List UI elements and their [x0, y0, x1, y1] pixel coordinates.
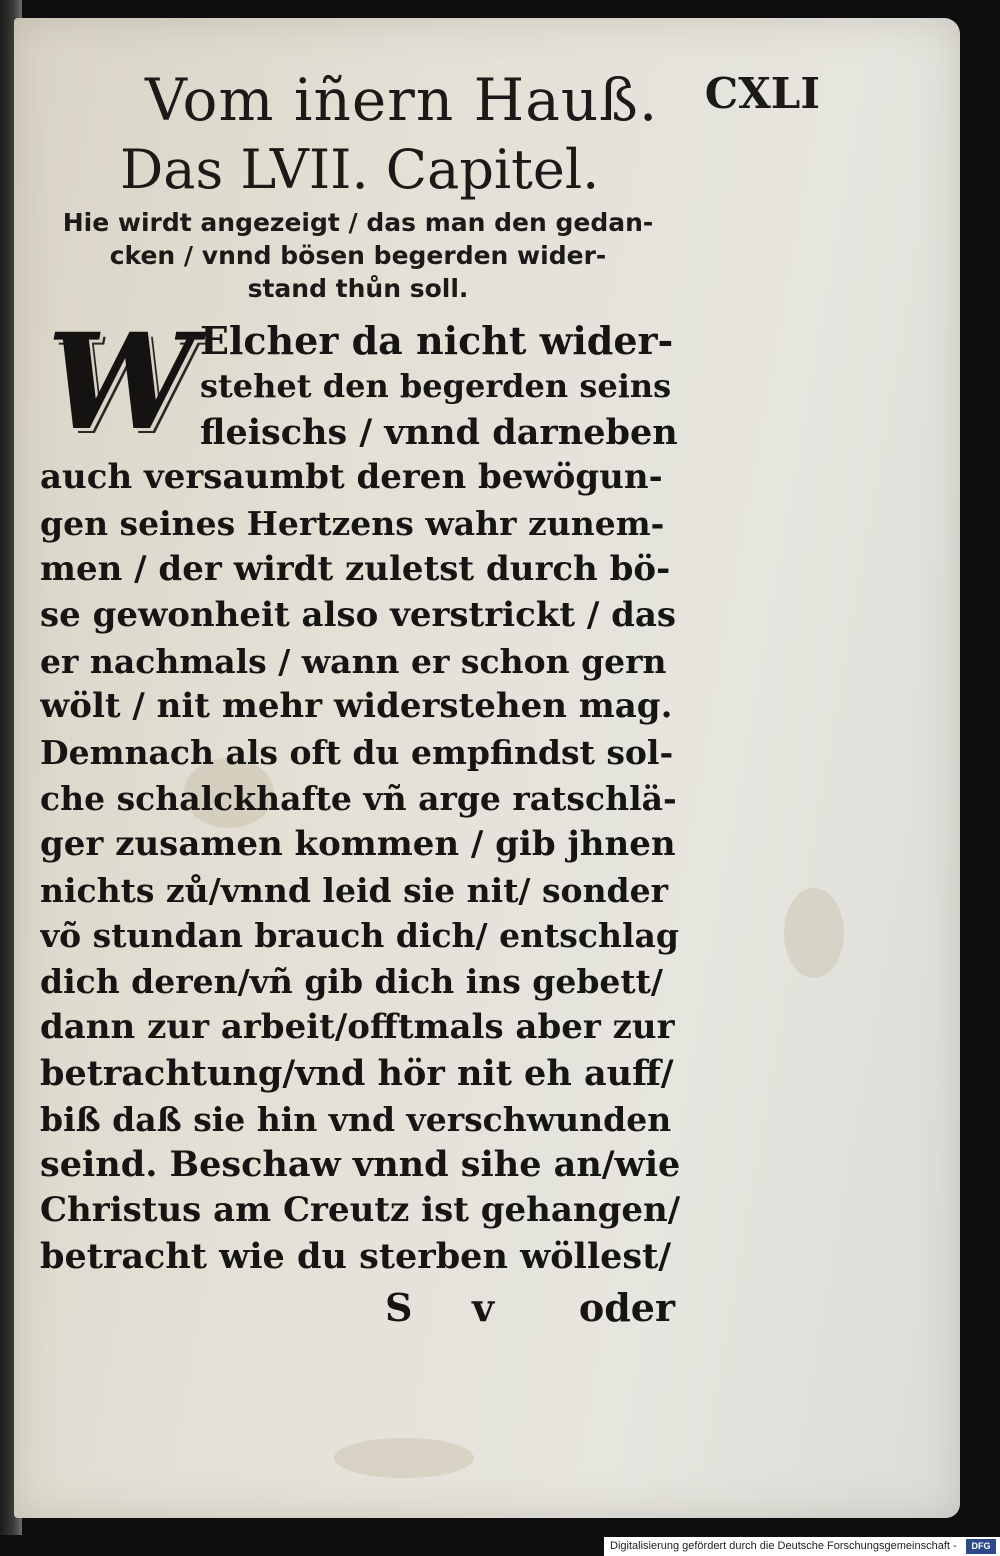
text-line: Christus am Creutz ist gehangen/ [40, 1190, 680, 1231]
body-text [40, 305, 680, 1280]
text-line: biß daß sie hin vnd verschwunden [40, 1099, 672, 1139]
signature-mark: S [385, 1285, 413, 1330]
chapter-summary [42, 206, 674, 305]
paper-stain [784, 888, 844, 978]
decorated-initial: W [46, 305, 196, 460]
text-line: er nachmals / wann er schon gern [40, 641, 667, 681]
summary-line: stand thůn soll. [247, 274, 469, 303]
text-line: ger zusamen kommen / gib jhnen [40, 823, 676, 864]
text-line: che schalckhafte vñ arge ratschlä- [40, 778, 677, 818]
folio-number: CXLI [704, 69, 820, 118]
text-line: gen seines Hertzens wahr zunem- [40, 504, 665, 544]
text-line: fleischs / vnnd darneben [200, 411, 678, 453]
dfg-logo: DFG [966, 1539, 996, 1554]
text-line: wölt / nit mehr widerstehen mag. [40, 686, 673, 727]
text-line: auch versaumbt deren bewögun- [40, 457, 663, 498]
text-line: nichts zů/vnnd leid sie nit/ sonder [40, 870, 669, 910]
text-line: dann zur arbeit/offtmals aber zur [40, 1006, 675, 1047]
text-line: võ stundan brauch dich/ entschlag [40, 916, 679, 956]
summary-line: cken / vnnd bösen begerden wider- [109, 241, 607, 270]
digitization-credit [604, 1537, 1000, 1556]
text-line: betracht wie du sterben wöllest/ [40, 1235, 672, 1277]
text-line: Demnach als oft du empfindst sol- [40, 733, 674, 773]
credit-text: Digitalisierung gefördert durch die Deutsche Forschungsgemeinschaft - [610, 1540, 957, 1552]
text-line: stehet den begerden seins [200, 366, 672, 405]
text-line: se gewonheit also verstrickt / das [40, 594, 677, 635]
catchword: oder [578, 1285, 675, 1330]
text-line: betrachtung/vnd hör nit eh auff/ [40, 1052, 674, 1094]
text-line: Elcher da nicht wider- [200, 318, 674, 363]
paper-stain [334, 1438, 474, 1478]
chapter-title: Das LVII. Capitel. [120, 138, 600, 201]
signature-mark: v [472, 1285, 495, 1330]
text-line: men / der wirdt zuletst durch bö- [40, 548, 671, 589]
text-line: seind. Beschaw vnnd sihe an/wie [40, 1144, 680, 1186]
running-title: Vom iñern Hauß. [145, 66, 659, 134]
summary-line: Hie wirdt angezeigt / das man den gedan- [62, 208, 654, 237]
page-header [145, 60, 820, 140]
text-line: dich deren/vñ gib dich ins gebett/ [40, 962, 663, 1002]
